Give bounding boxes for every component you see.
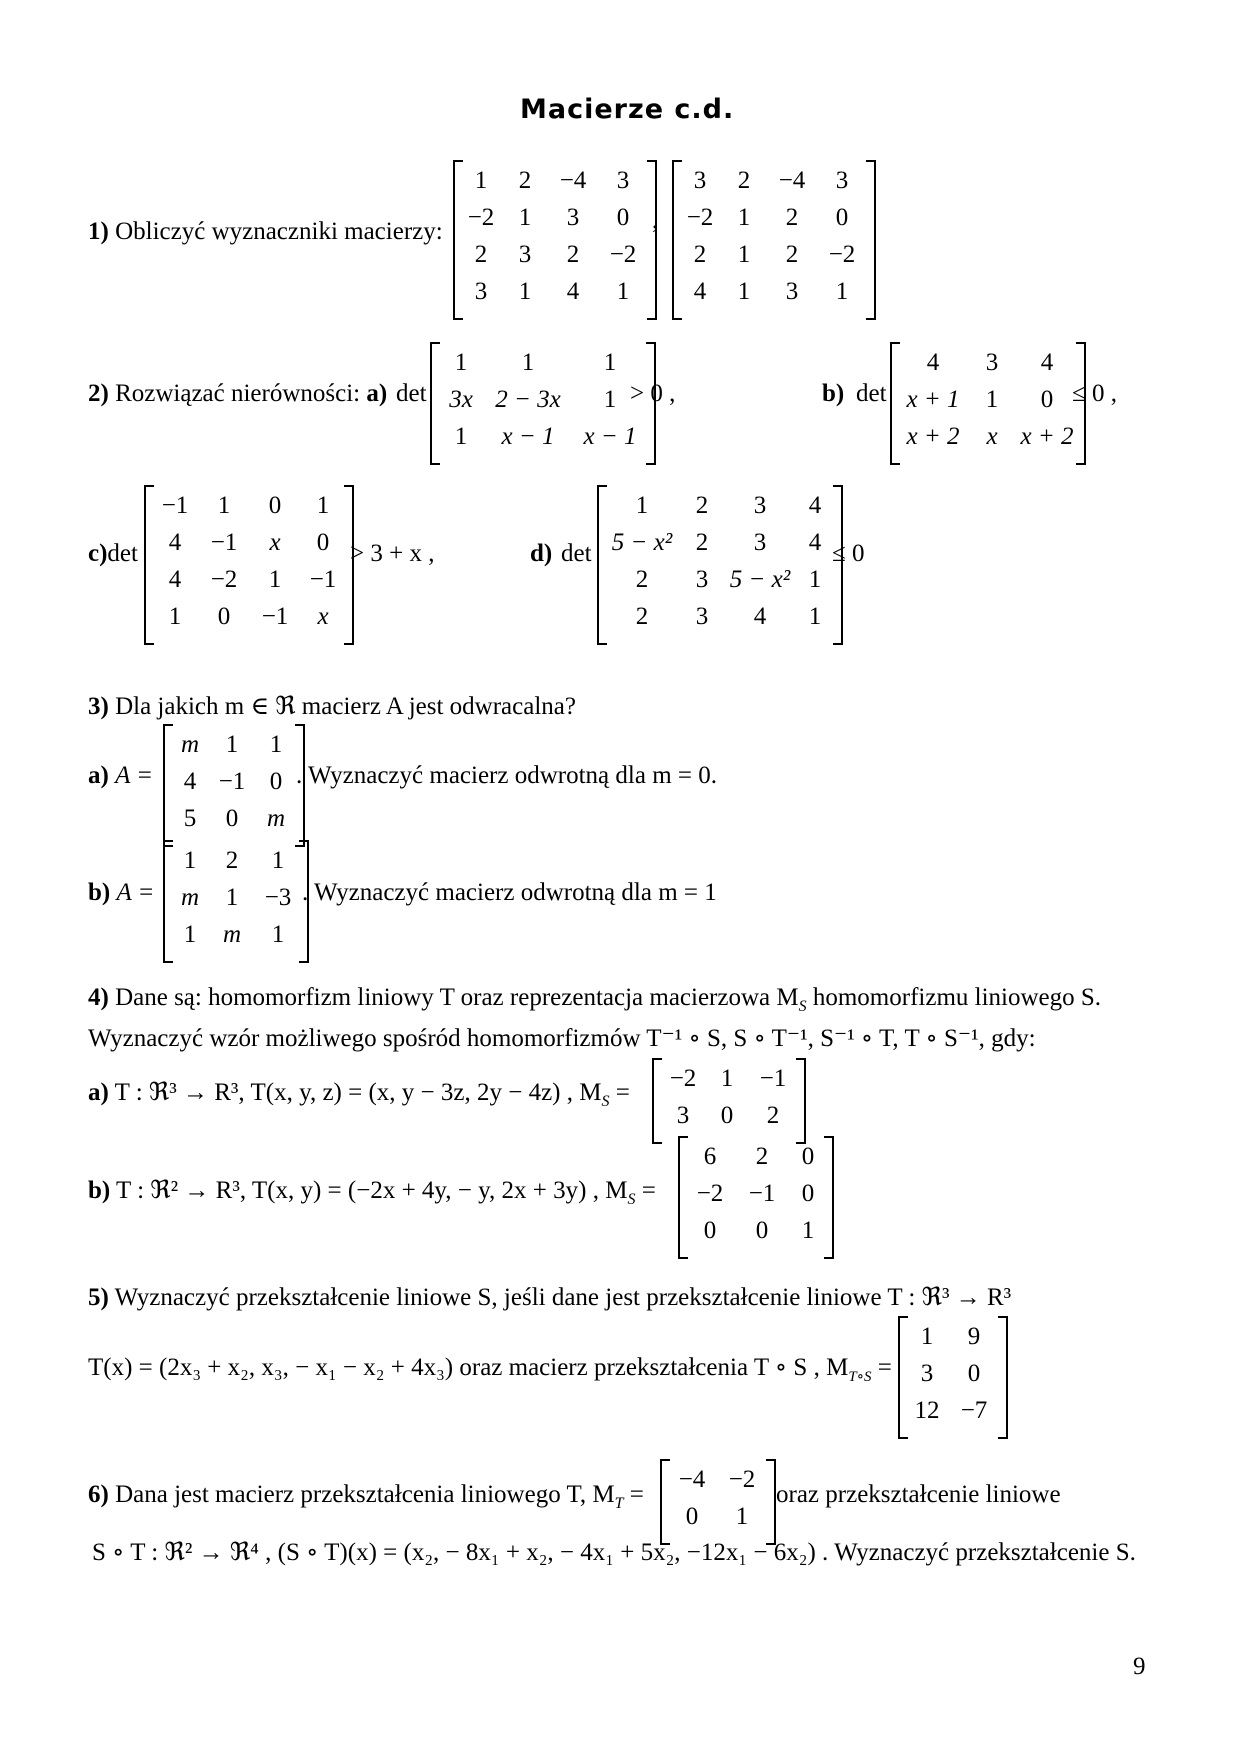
- problem-4-line-2: Wyznaczyć wzór możliwego spośród homomorfizmów T⁻¹ ∘ S, S ∘ T⁻¹, S⁻¹ ∘ T, T ∘ S⁻¹, gdy:: [88, 1025, 1036, 1052]
- matrix-cell: 1: [521, 349, 535, 376]
- matrix-cell: −7: [960, 1397, 988, 1424]
- matrix-cell: 2: [518, 167, 532, 194]
- matrix-cell: 1: [225, 884, 239, 911]
- matrix-cell: 1: [737, 278, 751, 305]
- matrix-cell: −1: [309, 566, 337, 593]
- matrix-cell: 1: [920, 1323, 934, 1350]
- problem-2b-rhs: ≤ 0 ,: [1072, 380, 1117, 407]
- matrix-cell: 1: [603, 349, 617, 376]
- matrix-cell: 3: [695, 566, 709, 593]
- matrix-cell: 2: [785, 241, 799, 268]
- matrix-cell: 4: [808, 492, 822, 519]
- matrix-cell: −4: [559, 167, 587, 194]
- matrix-cell: 0: [217, 603, 231, 630]
- matrix-cell: 0: [616, 204, 630, 231]
- matrix-cell: 0: [967, 1360, 981, 1387]
- matrix-cell: 0: [268, 492, 282, 519]
- matrix-cell: 4: [926, 349, 940, 376]
- matrix-cell: 1: [269, 731, 283, 758]
- matrix-cell: 5 − x²: [729, 566, 791, 593]
- matrix-cell: 1: [271, 847, 285, 874]
- matrix-cell: 4: [753, 603, 767, 630]
- problem-1-text: 1) Obliczyć wyznaczniki macierzy:: [88, 218, 443, 245]
- matrix-cell: 1: [835, 278, 849, 305]
- matrix-cell: 2: [766, 1102, 780, 1129]
- matrix-cell: 2: [693, 241, 707, 268]
- matrix-cell: −2: [686, 204, 714, 231]
- matrix-cell: −4: [778, 167, 806, 194]
- matrix-cell: 1: [808, 566, 822, 593]
- matrix-cell: x: [986, 423, 998, 450]
- matrix-cell: 12: [914, 1397, 940, 1424]
- matrix-cell: 3: [835, 167, 849, 194]
- matrix-cell: 4: [693, 278, 707, 305]
- matrix-cell: 2: [785, 204, 799, 231]
- matrix-cell: m: [180, 884, 200, 911]
- matrix-cell: 1: [183, 847, 197, 874]
- problem-6-line-1: 6) Dana jest macierz przekształcenia liniowego T, $M_T$ =: [88, 1481, 644, 1512]
- matrix-cell: 5 − x²: [611, 529, 673, 556]
- matrix-cell: 1: [518, 204, 532, 231]
- matrix-cell: 2: [755, 1143, 769, 1170]
- matrix-cell: −2: [728, 1466, 756, 1493]
- matrix-cell: −2: [210, 566, 238, 593]
- matrix-cell: 1: [271, 921, 285, 948]
- matrix-cell: −4: [678, 1466, 706, 1493]
- problem-2a-det: det: [396, 380, 427, 407]
- problem-2d-det: det: [561, 540, 592, 567]
- matrix-cell: 1: [316, 492, 330, 519]
- matrix-cell: 1: [217, 492, 231, 519]
- matrix-cell: 4: [168, 529, 182, 556]
- matrix-cell: 4: [566, 278, 580, 305]
- matrix-cell: 0: [703, 1217, 717, 1244]
- matrix-cell: 2: [737, 167, 751, 194]
- matrix-cell: 1: [737, 241, 751, 268]
- matrix-separator-comma: ,: [652, 207, 659, 234]
- matrix-cell: 2 − 3x: [495, 386, 561, 413]
- matrix-cell: 0: [316, 529, 330, 556]
- matrix-cell: 3: [753, 492, 767, 519]
- matrix-cell: 2: [635, 566, 649, 593]
- page-title: Macierze c.d.: [520, 94, 735, 125]
- matrix-cell: x − 1: [583, 423, 637, 450]
- matrix-cell: 3: [518, 241, 532, 268]
- matrix-cell: 3: [676, 1102, 690, 1129]
- matrix-cell: 1: [616, 278, 630, 305]
- problem-6-line-2: S ∘ T : ℜ² → ℜ⁴ , (S ∘ T)(x) = (x₂, − 8x₁ + x₂, − 4x₁ + 5x₂, −12x₁ − 6x₂) . Wyznaczyć przekształcenie S.: [92, 1539, 1136, 1566]
- matrix-cell: 1: [603, 386, 617, 413]
- matrix-cell: 4: [1040, 349, 1054, 376]
- matrix-cell: 3: [785, 278, 799, 305]
- matrix-cell: 1: [737, 204, 751, 231]
- matrix-cell: 0: [225, 805, 239, 832]
- matrix-cell: 2: [474, 241, 488, 268]
- matrix-cell: 3: [920, 1360, 934, 1387]
- matrix-cell: x − 1: [501, 423, 555, 450]
- matrix-cell: 0: [269, 768, 283, 795]
- matrix-cell: 0: [801, 1180, 815, 1207]
- matrix-cell: 1: [454, 423, 468, 450]
- problem-2b-det: det: [856, 380, 887, 407]
- matrix-cell: −3: [264, 884, 292, 911]
- matrix-cell: 6: [703, 1143, 717, 1170]
- problem-2c-label-det: c)det: [88, 540, 138, 567]
- matrix-cell: 0: [755, 1217, 769, 1244]
- matrix-cell: 2: [695, 529, 709, 556]
- matrix-cell: −2: [669, 1065, 697, 1092]
- problem-2c-rhs: > 3 + x ,: [350, 540, 435, 567]
- problem-3a-lhs: a) A =: [88, 762, 154, 789]
- matrix-cell: −2: [696, 1180, 724, 1207]
- problem-4a-text: a) T : ℜ³ → R³, T(x, y, z) = (x, y − 3z, 2y − 4z) , $M_S$ =: [88, 1079, 630, 1110]
- problem-4-line-1: 4) Dane są: homomorfizm liniowy T oraz reprezentacja macierzowa $M_S$ homomorfizmu liniowego S.: [88, 984, 1102, 1015]
- matrix-cell: 1: [183, 921, 197, 948]
- matrix-cell: 1: [985, 386, 999, 413]
- problem-6-after: oraz przekształcenie liniowe: [776, 1481, 1061, 1508]
- matrix-cell: 4: [183, 768, 197, 795]
- matrix-cell: 3: [985, 349, 999, 376]
- matrix-cell: 1: [720, 1065, 734, 1092]
- matrix-cell: 0: [801, 1143, 815, 1170]
- matrix-cell: x + 2: [1020, 423, 1074, 450]
- matrix-cell: 1: [801, 1217, 815, 1244]
- matrix-cell: m: [180, 731, 200, 758]
- matrix-cell: x: [317, 603, 329, 630]
- matrix-cell: 3: [693, 167, 707, 194]
- matrix-cell: 2: [695, 492, 709, 519]
- matrix-cell: 5: [183, 805, 197, 832]
- matrix-cell: 1: [225, 731, 239, 758]
- matrix-cell: −1: [261, 603, 289, 630]
- matrix-cell: x + 2: [906, 423, 960, 450]
- matrix-cell: −1: [161, 492, 189, 519]
- matrix-cell: 1: [808, 603, 822, 630]
- matrix-cell: 9: [967, 1323, 981, 1350]
- problem-2a-rhs: > 0 ,: [630, 380, 676, 407]
- matrix-cell: 0: [1040, 386, 1054, 413]
- matrix-cell: 1: [168, 603, 182, 630]
- matrix-cell: 3: [566, 204, 580, 231]
- matrix-cell: −2: [467, 204, 495, 231]
- matrix-cell: 4: [168, 566, 182, 593]
- problem-2b-label: b): [822, 380, 845, 407]
- matrix-cell: 3x: [449, 386, 473, 413]
- matrix-cell: −2: [609, 241, 637, 268]
- problem-2d-rhs: ≤ 0: [832, 540, 865, 567]
- matrix-cell: 1: [735, 1503, 749, 1530]
- problem-3b-after: . Wyznaczyć macierz odwrotną dla m = 1: [302, 879, 717, 906]
- problem-3b-lhs: b) A =: [88, 879, 155, 906]
- page-number: 9: [1133, 1653, 1146, 1680]
- matrix-cell: 3: [753, 529, 767, 556]
- matrix-cell: 3: [616, 167, 630, 194]
- matrix-cell: 3: [474, 278, 488, 305]
- matrix-cell: 2: [566, 241, 580, 268]
- matrix-cell: −1: [759, 1065, 787, 1092]
- matrix-cell: −1: [748, 1180, 776, 1207]
- matrix-cell: 0: [720, 1102, 734, 1129]
- problem-3-text: 3) Dla jakich m ∈ ℜ macierz A jest odwracalna?: [88, 693, 576, 720]
- matrix-cell: 1: [518, 278, 532, 305]
- matrix-cell: m: [222, 921, 242, 948]
- matrix-cell: −2: [828, 241, 856, 268]
- matrix-cell: x + 1: [906, 386, 960, 413]
- matrix-cell: −1: [218, 768, 246, 795]
- problem-5-line-2: T(x) = (2x₃ + x₂, x₃, − x₁ − x₂ + 4x₃) oraz macierz przekształcenia T ∘ S , $M_{T\circ S}$ =: [88, 1354, 892, 1385]
- matrix-cell: 3: [695, 603, 709, 630]
- matrix-cell: −1: [210, 529, 238, 556]
- matrix-cell: x: [269, 529, 281, 556]
- problem-4b-text: b) T : ℜ² → R³, T(x, y) = (−2x + 4y, − y, 2x + 3y) , $M_S$ =: [88, 1177, 656, 1208]
- matrix-cell: 0: [835, 204, 849, 231]
- matrix-cell: m: [266, 805, 286, 832]
- matrix-cell: 1: [268, 566, 282, 593]
- problem-2-text: 2) Rozwiązać nierówności: a): [88, 380, 388, 407]
- problem-5-line-1: 5) Wyznaczyć przekształcenie liniowe S, jeśli dane jest przekształcenie liniowe T : ℜ³ → R³: [88, 1284, 1012, 1311]
- matrix-cell: 1: [474, 167, 488, 194]
- matrix-cell: 2: [225, 847, 239, 874]
- matrix-cell: 1: [454, 349, 468, 376]
- matrix-cell: 0: [685, 1503, 699, 1530]
- matrix-cell: 1: [635, 492, 649, 519]
- matrix-cell: 2: [635, 603, 649, 630]
- problem-3a-after: . Wyznaczyć macierz odwrotną dla m = 0.: [296, 762, 717, 789]
- matrix-cell: 4: [808, 529, 822, 556]
- problem-2d-label: d): [530, 540, 553, 567]
